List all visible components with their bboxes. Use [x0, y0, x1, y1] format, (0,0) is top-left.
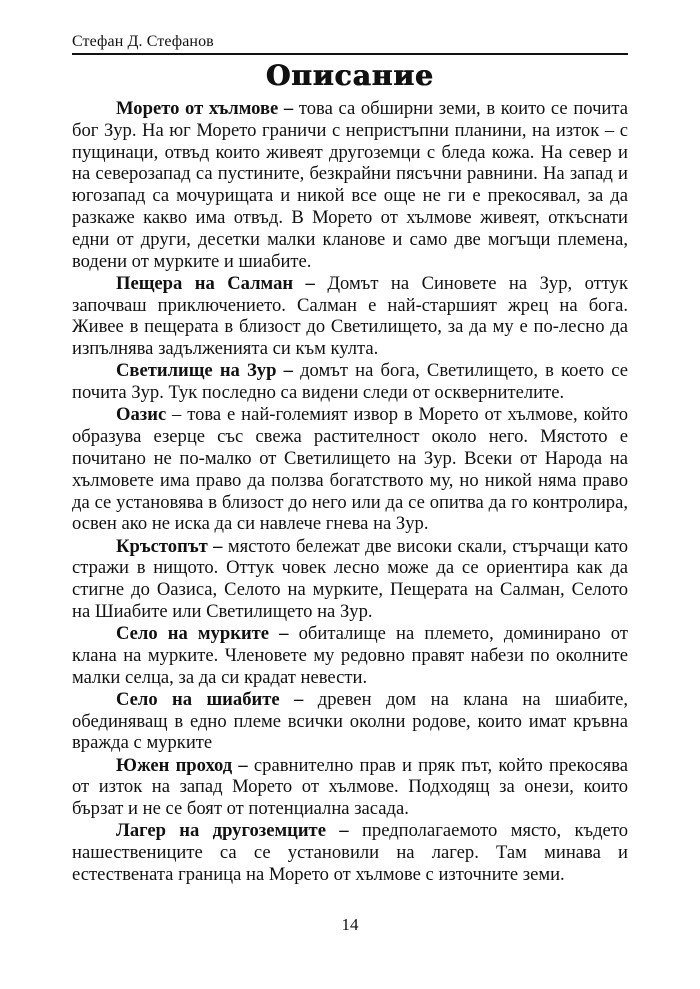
entry-term: Село на шиабите –: [116, 688, 304, 710]
page-title: Описание: [266, 59, 434, 92]
entry-term: Оазис: [116, 404, 167, 426]
entry-term: Морето от хълмове –: [116, 98, 294, 119]
entry-paragraph: [72, 820, 628, 885]
entry-text: сравнително прав и пряк път, който прекосява от изток на запад Морето от хълмове. Подходящ за онези, които бързат и не се боят от потенциална засада.: [72, 754, 628, 820]
entry-paragraph: [72, 755, 628, 820]
entry-text: това са обширни земи, в които се почита бог Зур. На юг Морето граничи с непристъпни планини, на изток – с пущинаци, отвъд които живеят другоземци с бледа кожа. На север и на северозапад са пустините, безкрайни пясъчни равнини. На запад и югозапад са мочурищата и никой все още не ги е прекосявал, за да разкаже какво има отвъд. В Морето от хълмове живеят, откъснати едни от други, десетки малки кланове и само две могъщи племена, водени от мурките и шиабите.: [72, 98, 628, 272]
entry-paragraph: [72, 273, 628, 360]
entry-paragraph: [72, 689, 628, 754]
entry-paragraph: [72, 623, 628, 688]
entry-term: Светилище на Зур –: [116, 360, 293, 382]
entry-paragraph: [72, 404, 628, 535]
entry-text: мястото бележат две високи скали, стърчащи като стражи в нищото. Оттук човек лесно може да се ориентира как да стигне до Оазиса, Селото на мурките, Пещерата на Салман, Селото на Шиабите или Светилището на Зур.: [72, 535, 629, 622]
entry-term: Южен проход –: [116, 754, 248, 776]
entry-paragraph: [72, 98, 628, 272]
entry-text: предполагаемото място, където нашествениците са се установили на лагер. Там минава и естествената граница на Морето от хълмове с източните земи.: [72, 820, 628, 886]
header-rule: [72, 53, 628, 55]
entry-text: – това е най-големият извор в Морето от хълмове, който образува езерце със свежа растителност около него. Мястото е почитано не по-малко от Светилището на Зур. Всеки от Народа на хълмовете има право да ползва богатството му, но никой няма право да се установява в близост до него или да се опитва да го контролира, освен ако не иска да си навлече гнева на Зур.: [72, 404, 628, 535]
entry-text: обиталище на племето, доминирано от клана на мурките. Членовете му редовно правят набези по околните малки селца, за да си крадат невести.: [72, 623, 628, 688]
page-number: 14: [341, 915, 359, 934]
entry-term: Село на мурките –: [116, 623, 289, 645]
entry-text: древен дом на клана на шиабите, обединяващ в едно племе всички околни родове, които имат кръвна вражда с мурките: [72, 688, 629, 754]
entry-term: Кръстопът –: [116, 535, 223, 557]
running-header-author: Стефан Д. Стефанов: [72, 33, 214, 50]
entry-paragraph: [72, 360, 628, 404]
entry-text: домът на бога, Светилището, в което се почита Зур. Тук последно са видени следи от осквернителите.: [72, 360, 628, 404]
entry-paragraph: [72, 536, 628, 623]
entry-term: Лагер на другоземците –: [116, 820, 349, 842]
document-body: [72, 98, 628, 886]
entry-text: Домът на Синовете на Зур, оттук започваш приключението. Салман е най-старшият жрец на бога. Живее в пещерата в близост до Светилището, за да му е по-лесно да изпълнява задълженията си към култа.: [72, 272, 628, 360]
entry-term: Пещера на Салман –: [116, 272, 315, 294]
